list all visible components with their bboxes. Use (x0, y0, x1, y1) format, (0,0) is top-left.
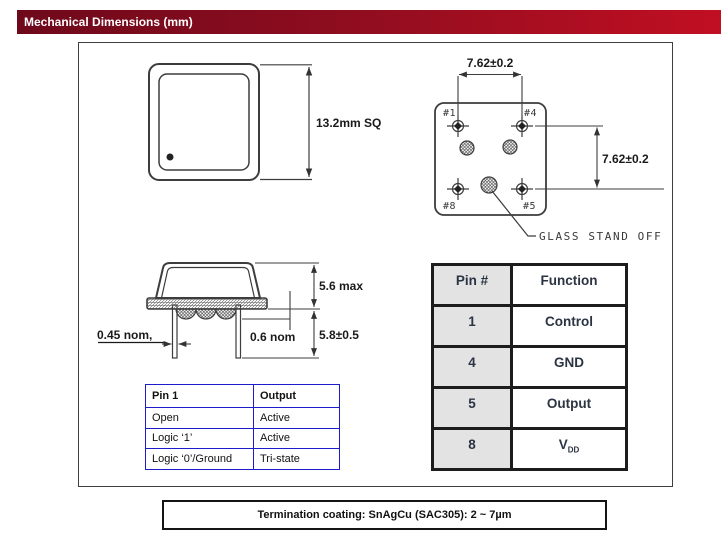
top-view-extension-lines (260, 65, 312, 180)
pinfn-header-pin: Pin # (433, 265, 512, 306)
table-row (146, 428, 340, 449)
pin-function-table (431, 263, 628, 471)
termination-note-box (162, 500, 607, 530)
dim-label-lead-width: 0.45 nom, (97, 328, 153, 342)
pin1-table-header-output: Output (254, 385, 340, 408)
table-row (433, 265, 627, 306)
dim-label-standoff-height: 0.6 nom (250, 330, 296, 344)
package-top-outline (149, 64, 259, 180)
pin1-state-cell: Open (146, 408, 254, 429)
pin1-output-cell: Tri-state (254, 449, 340, 470)
pin-number-cell: 8 (433, 429, 512, 470)
pin-number-cell: 5 (433, 388, 512, 429)
side-view-drawing (97, 263, 363, 358)
dim-label-pin-spacing-top: 7.62±0.2 (466, 56, 514, 70)
pin1-state-cell: Logic ‘0’/Ground (146, 449, 254, 470)
pin-function-cell: GND (512, 347, 627, 388)
vdd-subscript: DD (567, 445, 580, 455)
pin-function-cell (512, 429, 627, 470)
glass-standoff-label: GLASS STAND OFF (539, 230, 663, 243)
pin-label-8: #8 (443, 201, 457, 212)
package-base-flange (147, 298, 267, 309)
table-row (433, 306, 627, 347)
section-banner (17, 10, 721, 34)
pin-number-cell: 4 (433, 347, 512, 388)
package-bottom-outline (435, 103, 546, 215)
section-title: Mechanical Dimensions (mm) (24, 15, 193, 29)
pin-label-1: #1 (443, 108, 457, 119)
termination-note-text: Termination coating: SnAgCu (SAC305): 2 ~ 7µm (257, 509, 512, 521)
glass-standoff-bumps (176, 309, 236, 319)
table-row (433, 388, 627, 429)
table-row (146, 385, 340, 408)
pin1-state-cell: Logic ‘1’ (146, 428, 254, 449)
dim-label-body-height: 5.6 max (319, 279, 364, 293)
top-view-drawing (149, 64, 381, 180)
pin-label-4: #4 (523, 108, 537, 119)
dim-label-body-square: 13.2mm SQ (316, 116, 382, 130)
package-lid-outline (156, 263, 260, 298)
dim-label-lead-length: 5.8±0.5 (319, 328, 359, 342)
dim-label-pin-spacing-right: 7.62±0.2 (602, 152, 649, 166)
pin1-output-cell: Active (254, 408, 340, 429)
pin-label-5: #5 (522, 201, 536, 212)
table-row (146, 449, 340, 470)
pin1-output-table (145, 384, 340, 470)
pin1-output-cell: Active (254, 428, 340, 449)
table-row (433, 429, 627, 470)
pin1-indicator-dot (167, 154, 174, 161)
pin1-table-header-state: Pin 1 (146, 385, 254, 408)
pinfn-header-function: Function (512, 265, 627, 306)
table-row (433, 347, 627, 388)
vdd-main: V (558, 437, 568, 452)
pin-function-cell: Output (512, 388, 627, 429)
pin-number-cell: 1 (433, 306, 512, 347)
bottom-view-drawing (435, 56, 664, 243)
pin-function-cell: Control (512, 306, 627, 347)
drawing-frame (78, 42, 673, 487)
table-row (146, 408, 340, 429)
